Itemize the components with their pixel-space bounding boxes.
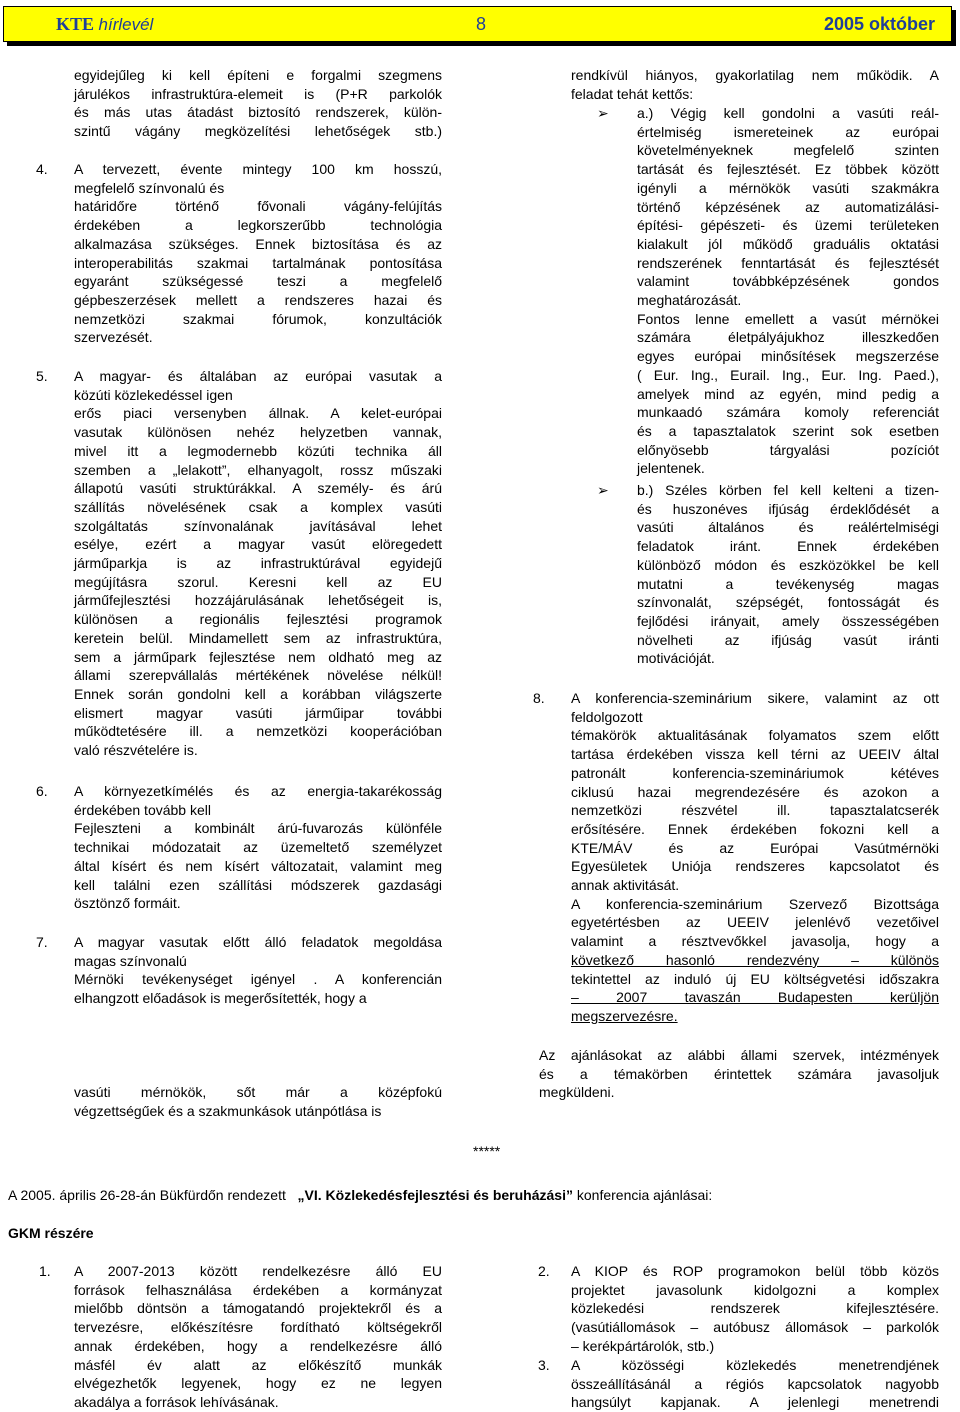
text-line: erős piaci versenyben állnak. A kelet-európai xyxy=(74,405,442,422)
text-line: járműparkja is az infrastruktúrával egyidejű xyxy=(74,555,442,572)
text-line: mivel itt a legmodernebb közúti technika áll xyxy=(74,442,442,459)
text-line: – kerékpártárolók, stb.) xyxy=(571,1337,715,1354)
text-line: kialakult jól működő graduális oktatási xyxy=(637,235,939,252)
text-line: egyes európai minősítések megszerzése xyxy=(637,348,939,365)
text-line: állami szerepvállalás mértékének növelése nélkül! xyxy=(74,667,442,684)
text-line: ( Eur. Ing., Eurail. Ing., Eur. Ing. Paed.), xyxy=(637,366,939,383)
text-line: motivációját. xyxy=(637,650,715,667)
section-separator: ***** xyxy=(473,1143,501,1159)
text-line: szemben a „lelakott”, elhanyagolt, rossz műszaki xyxy=(74,461,442,478)
item-number-2: 2. xyxy=(538,1263,550,1279)
item-number-1: 1. xyxy=(39,1263,51,1279)
text-line: (vasútiállomások – autóbusz állomások – parkolók xyxy=(571,1319,939,1336)
text-line: vasutak különösen nehéz helyzetben vannak, xyxy=(74,424,442,441)
text-line: megújításra szorul. Keresni kell az EU xyxy=(74,573,442,590)
text-line: alkalmazása szükséges. Ennek biztosítása és az xyxy=(74,235,442,252)
text-line: vasúti mérnökök, sőt már a középfokú xyxy=(74,1084,442,1100)
text-line: feladatok iránt. Ennek érdekében xyxy=(637,538,939,555)
text-line: szervezését. xyxy=(74,329,153,346)
text-line: Ennek során gondolni kell a korábban világszerte xyxy=(74,685,442,702)
text-line: következő hasonló rendezvény – különös xyxy=(571,951,939,968)
issue-date: 2005 október xyxy=(823,14,935,34)
arrow-bullet-icon: ➢ xyxy=(597,482,609,498)
text-line: KTE/MÁV és az Európai Vasútmérnöki xyxy=(571,839,939,856)
gkm-item-1 xyxy=(74,1262,442,1412)
conference-name: „VI. Közlekedésfejlesztési és beruházási” xyxy=(297,1187,573,1203)
text-line: való részvételére is. xyxy=(74,742,198,759)
text-line: jelentenek. xyxy=(637,460,705,477)
recommendations-intro xyxy=(8,1186,948,1205)
text-line: A tervezett, évente mintegy 100 km hosszú, xyxy=(74,161,442,177)
text-line: A környezetkímélés és az energia-takarékosság xyxy=(74,783,442,799)
item-8 xyxy=(571,689,939,1026)
text-line: érdekében a legkorszerűbb technológia xyxy=(74,217,442,234)
item-6 xyxy=(74,782,442,913)
text-line: akadálya a források lehívásának. xyxy=(74,1393,279,1410)
text-line: a.) Végig kell gondolni a vasúti reál- xyxy=(637,105,939,121)
text-line: működtetésére ill. a nemzetközi kooperációban xyxy=(74,723,442,740)
text-line: Fontos lenne emellett a vasút mérnökei xyxy=(637,310,939,327)
text-line: megfelelő színvonalú és xyxy=(74,179,225,196)
text-line: ciklusú hazai megrendezésére és azokon a xyxy=(571,783,939,800)
intro-suffix: konferencia ajánlásai: xyxy=(576,1187,713,1203)
text-line: szállítás növelésének csak a komplex vasúti xyxy=(74,498,442,515)
text-line: járműfejlesztési hozzájárulásának lehetőségeit is, xyxy=(74,592,442,609)
text-line: közlekedési rendszerek kifejlesztésére. xyxy=(571,1300,939,1317)
item-number-5: 5. xyxy=(36,368,48,384)
title-kte: KTE xyxy=(56,14,95,34)
text-line: tartását és fejlesztését. Ez többek között xyxy=(637,161,939,178)
text-line: történő képzésének az automatizálási- xyxy=(637,198,939,215)
text-line: által kísért és nem kísért változatait, valamint meg xyxy=(74,857,442,874)
text-line: mutatni a tevékenység magas xyxy=(637,575,939,592)
text-line: annak aktivitását. xyxy=(571,877,680,894)
text-line: Fejleszteni a kombinált árú-fuvarozás különféle xyxy=(74,820,442,837)
text-line: másfél év alatt az előkészítő munkák xyxy=(74,1356,442,1373)
text-line: magas színvonalú xyxy=(74,952,187,969)
text-line: gépbeszerzések mellett a rendszeres hazai és xyxy=(74,291,442,308)
text-line: rendkívül hiányos, gyakorlatilag nem működik. A xyxy=(571,67,939,83)
text-line: A magyar- és általában az európai vasutak a xyxy=(74,368,442,384)
text-line: A magyar vasutak előtt álló feladatok megoldása xyxy=(74,934,442,950)
text-line: b.) Széles körben fel kell kelteni a tizen- xyxy=(637,482,939,498)
item-number-7: 7. xyxy=(36,934,48,950)
text-line: feldolgozott xyxy=(571,708,643,725)
text-line: és más utas átadást biztosító rendszerek, külön- xyxy=(74,104,442,121)
text-line: nemzetközi szakmai fórumok, konzultációk xyxy=(74,310,442,327)
text-line: esélye, ezért a magyar vasút elöregedett xyxy=(74,536,442,553)
text-line: egyaránt szükségessé teszi a megfelelő xyxy=(74,273,442,290)
text-line: különösen a regionális fejlesztési programok xyxy=(74,611,442,628)
text-line: keretein belül. Mindamellett sem az infrastruktúra, xyxy=(74,629,442,646)
text-line: növelheti az ifjúság vasút iránti xyxy=(637,631,939,648)
text-line: számára életpályájukhoz illeszkedően xyxy=(637,329,939,346)
text-line: összeállításánál a régiós kapcsolatok nagyobb xyxy=(571,1375,939,1392)
text-line: ösztönző formáit. xyxy=(74,895,181,912)
text-line: különböző módon és eszközökkel be kell xyxy=(637,556,939,573)
text-line: szolgáltatás színvonalának javításával lehet xyxy=(74,517,442,534)
text-line: értelmiség ismereteinek az európai xyxy=(637,123,939,140)
text-line: tekintettel az induló új EU költségvetési időszakra xyxy=(571,970,939,987)
text-line: elismert magyar vasúti járműipar további xyxy=(74,704,442,721)
text-line: elvégezhetők legyenek, hogy ez ne legyen xyxy=(74,1375,442,1392)
text-line: források felhasználása érdekében a kormányzat xyxy=(74,1281,442,1298)
text-line: nemzetközi részvétel ill. tapasztalatcserék xyxy=(571,802,939,819)
text-line: közúti közlekedéssel igen xyxy=(74,386,233,403)
text-line: egyetértésben az UEEIV jelenlévő vezetőivel xyxy=(571,914,939,931)
item-number-8: 8. xyxy=(533,690,545,706)
text-line: Mérnöki tevékenységet igényel . A konferencián xyxy=(74,971,442,988)
text-line: határidőre történő fővonali vágány-felújítás xyxy=(74,198,442,215)
text-line: mielőbb döntsön a támogatandó projektekről és a xyxy=(74,1300,442,1317)
text-line: és a tapasztalatok szerint sok esetben xyxy=(637,422,939,439)
text-line: erősítésére. Ennek érdekében fokozni kell a xyxy=(571,820,939,837)
text-line: témakörök aktualitásának folyamatos szem előtt xyxy=(571,727,939,744)
text-line: követelményeknek megfelelő szinten xyxy=(637,142,939,159)
text-line: színvonalát, szépségét, fontosságát és xyxy=(637,594,939,611)
item-5 xyxy=(74,367,442,760)
text-line: A konferencia-szeminárium sikere, valamint az ott xyxy=(571,690,939,706)
item-number-4: 4. xyxy=(36,161,48,177)
page-number: 8 xyxy=(476,14,487,34)
text-line: interoperabilitás szakmai tartalmának pontosítása xyxy=(74,254,442,271)
bullet-a xyxy=(637,104,939,478)
text-line: munkaadó számára komoly referenciát xyxy=(637,404,939,421)
text-line: projektet javasolunk kidolgozni a komplex xyxy=(571,1281,939,1298)
text-line: megküldeni. xyxy=(539,1084,615,1101)
intro-prefix: A 2005. április 26-28-án Bükfürdőn rendezett xyxy=(8,1187,286,1203)
text-line: tartása érdekében vissza kell térni az UEEIV által xyxy=(571,746,939,763)
text-line: Az ajánlásokat az alábbi állami szervek, intézmények xyxy=(539,1047,939,1063)
left-intro xyxy=(74,66,442,141)
bullet-b xyxy=(637,481,939,668)
text-line: A 2007-2013 között rendelkezésre álló EU xyxy=(74,1263,442,1279)
text-line: meghatározását. xyxy=(637,292,742,309)
gkm-item-3 xyxy=(571,1356,939,1412)
text-line: amelyek mind az egyén, mind pedig a xyxy=(637,385,939,402)
item-7 xyxy=(74,933,442,1008)
item-4 xyxy=(74,160,442,347)
text-line: előnyösebb tárgyalási pozíciót xyxy=(637,441,939,458)
text-line: valamint a résztvevőkkel javasolja, hogy a xyxy=(571,933,939,950)
text-line: A konferencia-szeminárium Szervező Bizottsága xyxy=(571,895,939,912)
text-line: fejlődési irányait, amely összességében xyxy=(637,612,939,629)
text-line: annak érdekében, hogy a rendelkezésre álló xyxy=(74,1337,442,1354)
arrow-bullet-icon: ➢ xyxy=(597,105,609,121)
item-number-3: 3. xyxy=(538,1357,550,1373)
gkm-heading: GKM részére xyxy=(8,1225,94,1241)
text-line: A KIOP és ROP programokon belül több közös xyxy=(571,1263,939,1279)
text-line: építési- gépészeti- és üzemi területeken xyxy=(637,217,939,234)
text-line: elhangzott előadások is megerősítették, hogy a xyxy=(74,990,367,1007)
text-line: Egyesületek Uniója rendszeres kapcsolatot és xyxy=(571,858,939,875)
text-line: érdekében tovább kell xyxy=(74,801,211,818)
title-hirlevel: hírlevél xyxy=(98,15,154,34)
text-line: és huszonéves ifjúság érdeklődését a xyxy=(637,500,939,517)
item-number-6: 6. xyxy=(36,783,48,799)
gkm-item-2 xyxy=(571,1262,939,1356)
text-line: technikai módozatait az üzemeltető személyzet xyxy=(74,839,442,856)
text-line: igényli a mérnökök vasúti szakmákra xyxy=(637,179,939,196)
text-line: A közösségi közlekedés menetrendjének xyxy=(571,1357,939,1373)
text-line: tervezésre, előkészítésre fordítható költségekről xyxy=(74,1319,442,1336)
newsletter-header xyxy=(3,6,952,42)
text-line: feladat tehát kettős: xyxy=(571,85,694,102)
text-line: hangsúlyt kapjanak. A jelenlegi menetrendi xyxy=(571,1394,939,1411)
text-line: sem a járműpark fejlesztése nem oldható meg az xyxy=(74,648,442,665)
right-intro xyxy=(571,66,939,103)
text-line: egyidejűleg ki kell építeni e forgalmi szegmens xyxy=(74,67,442,83)
text-line: és a témakörben érintettek számára javasoljuk xyxy=(539,1065,939,1082)
text-line: szintű vágány megközelítési lehetőségek stb.) xyxy=(74,123,442,140)
closing-paragraph xyxy=(539,1046,939,1102)
text-line: megszervezésre. xyxy=(571,1007,678,1024)
text-line: valamint továbbképzésének gondos xyxy=(637,273,939,290)
text-line: kell találni ezen szállítási módszerek gazdasági xyxy=(74,876,442,893)
text-line: vasúti általános és reálértelmiségi xyxy=(637,519,939,536)
item-7-continuation xyxy=(74,1083,442,1120)
text-line: patronált konferencia-szemináriumok kétéves xyxy=(571,764,939,781)
newsletter-title xyxy=(56,14,153,35)
text-line: – 2007 tavaszán Budapesten kerüljön xyxy=(571,989,939,1006)
text-line: állapotú vasúti struktúrákkal. A személy- és árú xyxy=(74,480,442,497)
text-line: járulékos infrastruktúra-elemeit is (P+R parkolók xyxy=(74,85,442,102)
text-line: végzettségűek és a szakmunkások utánpótlása is xyxy=(74,1102,382,1119)
text-line: rendszerének fenntartását és fejlesztését xyxy=(637,254,939,271)
